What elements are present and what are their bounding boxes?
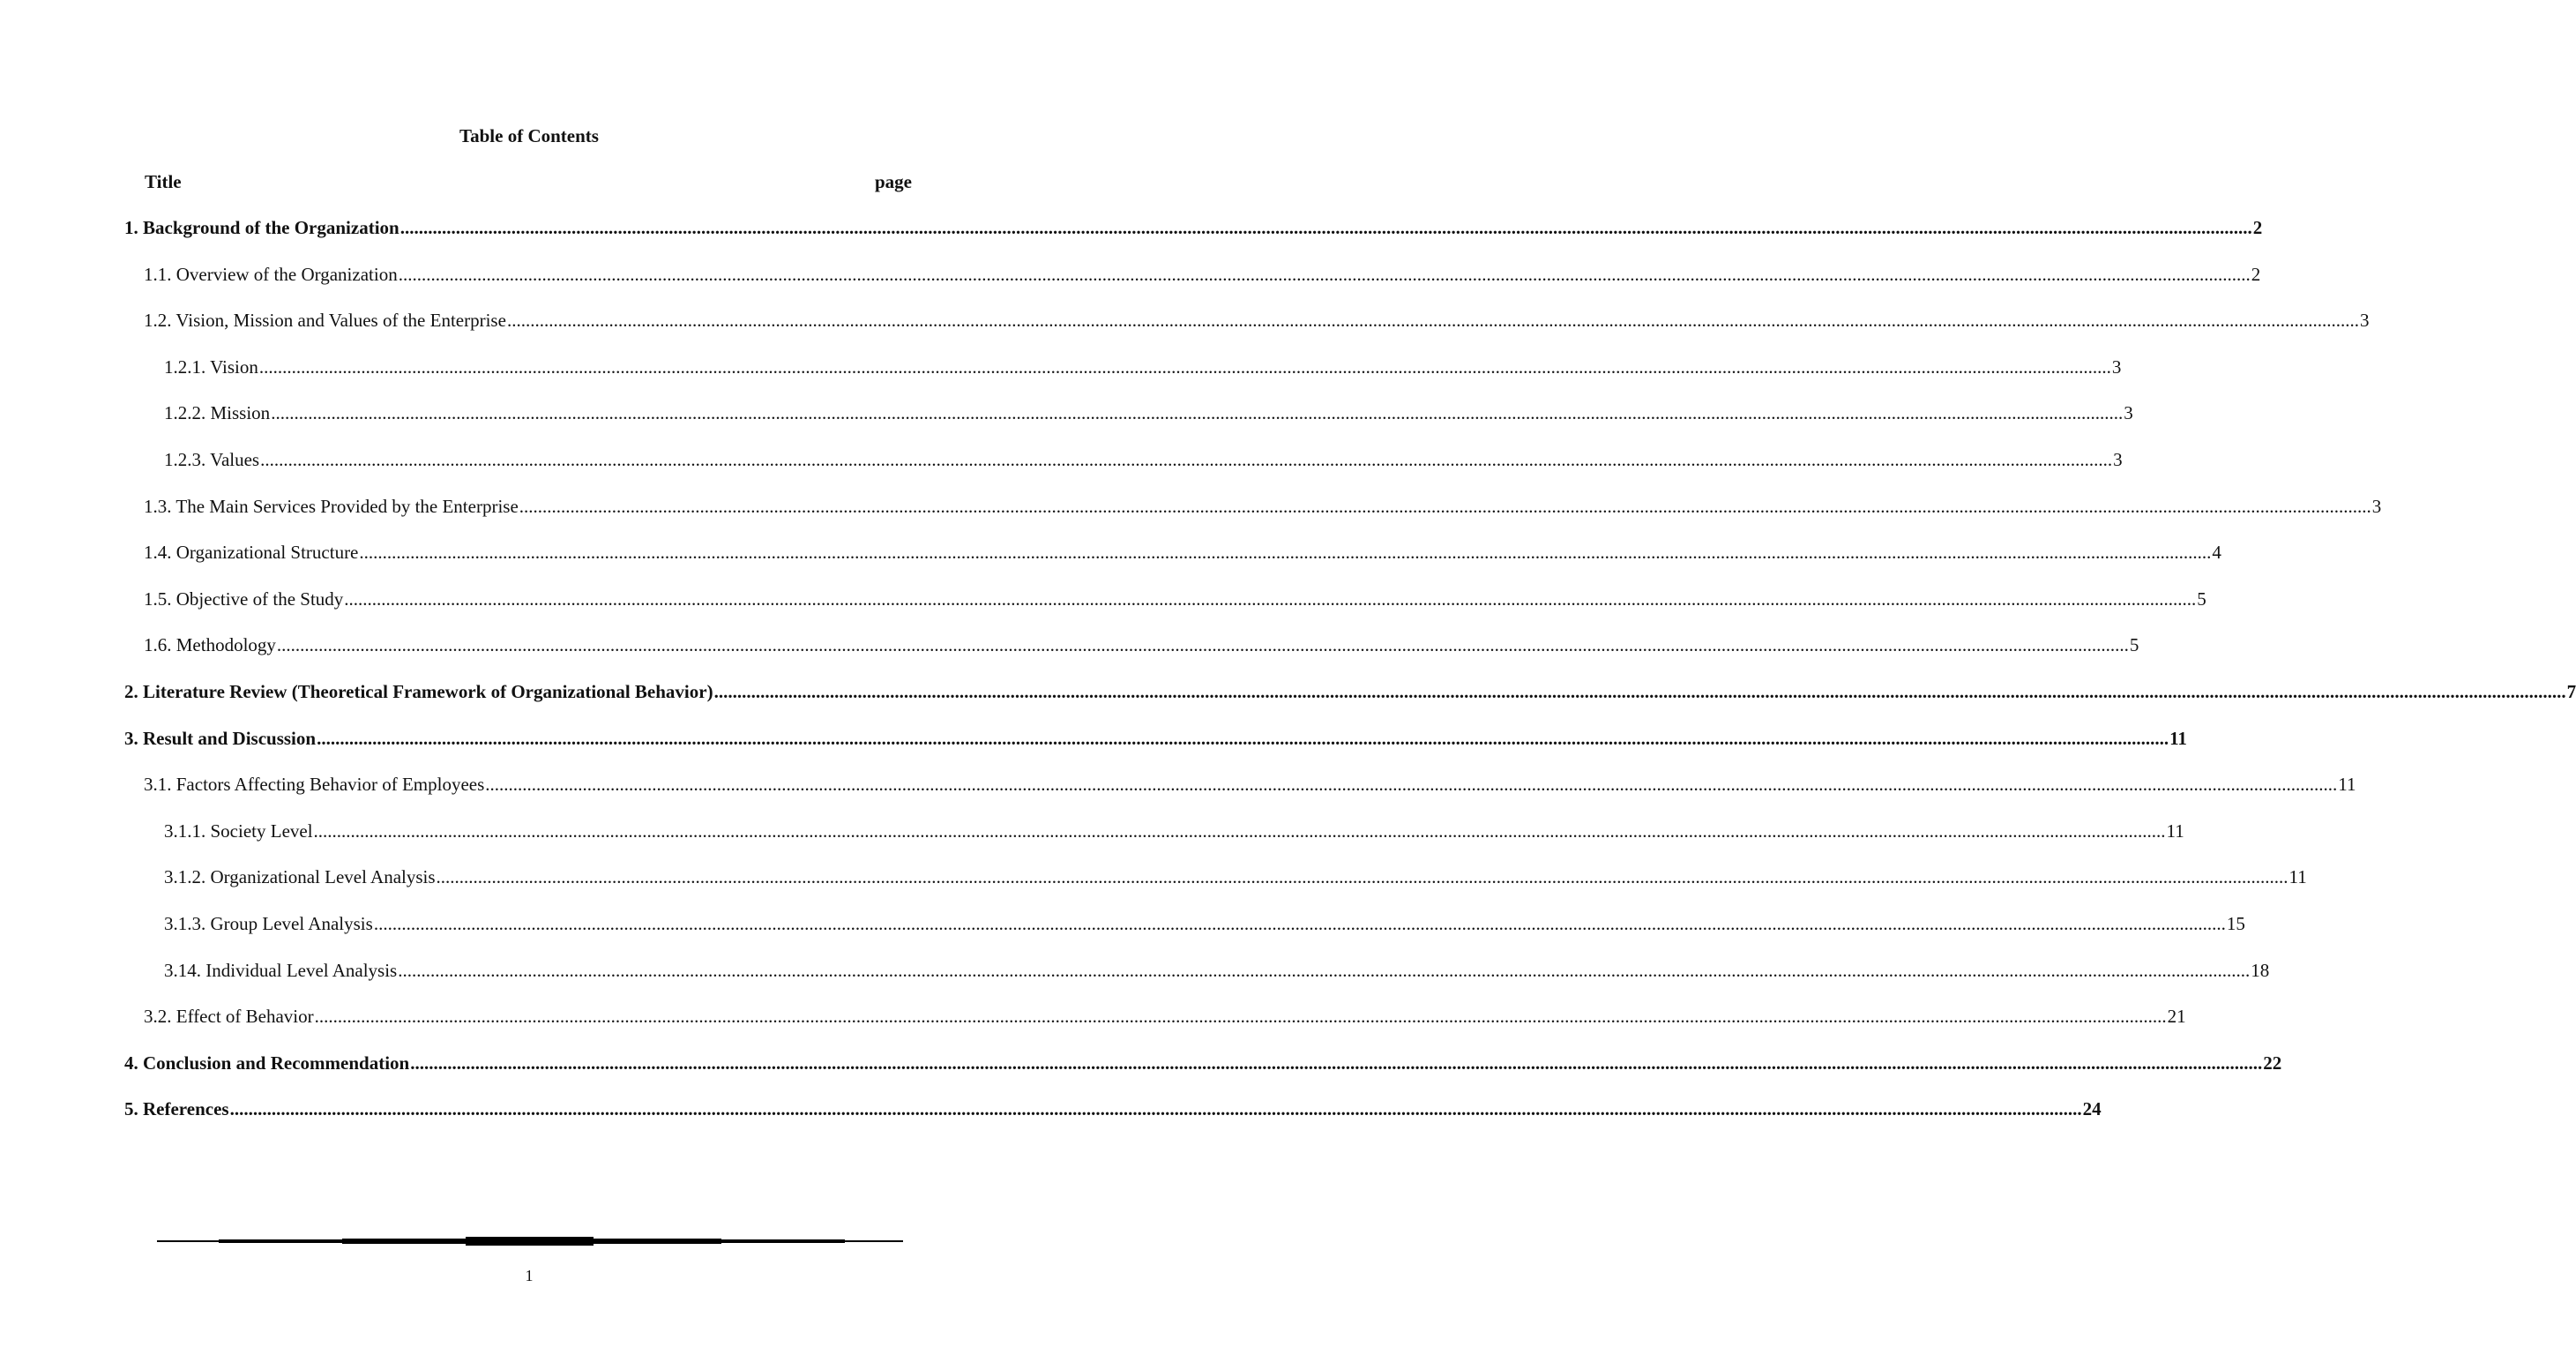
toc-entry[interactable] xyxy=(144,494,2382,519)
toc-entry-page-number: 3 xyxy=(2359,310,2370,331)
toc-entry-label: 3.2. Effect of Behavior xyxy=(144,1006,314,1027)
toc-entry-page-number: 3 xyxy=(2124,402,2133,423)
dot-leader: ................................................................................................................................................................................................................................................................................................................................................................................................................ xyxy=(519,496,2371,517)
toc-entry[interactable] xyxy=(144,262,2261,287)
dot-leader: ................................................................................................................................................................................................................................................................................................................................................................................................................ xyxy=(260,449,2113,470)
dot-leader: ................................................................................................................................................................................................................................................................................................................................................................................................................ xyxy=(713,681,2566,702)
toc-entry[interactable] xyxy=(144,772,2356,797)
toc-entry[interactable] xyxy=(164,447,2123,472)
toc-entry-label: 1.2. Vision, Mission and Values of the Enterprise xyxy=(144,310,506,331)
dot-leader: ................................................................................................................................................................................................................................................................................................................................................................................................................ xyxy=(398,264,2251,285)
dot-leader: ................................................................................................................................................................................................................................................................................................................................................................................................................ xyxy=(317,728,2169,749)
toc-entry-label: 3.1. Factors Affecting Behavior of Employees xyxy=(144,774,485,795)
page-number: 1 xyxy=(525,1267,534,1284)
toc-entry-label: 1.2.3. Values xyxy=(164,449,260,470)
toc-entry[interactable] xyxy=(144,633,2139,657)
toc-entry-page-number: 11 xyxy=(2338,774,2356,795)
toc-entry[interactable] xyxy=(164,958,2270,983)
toc-entry[interactable] xyxy=(164,865,2307,889)
footer-rule xyxy=(157,1237,903,1246)
dot-leader: ................................................................................................................................................................................................................................................................................................................................................................................................................ xyxy=(506,310,2359,331)
dot-leader: ................................................................................................................................................................................................................................................................................................................................................................................................................ xyxy=(344,588,2197,610)
dot-leader: ................................................................................................................................................................................................................................................................................................................................................................................................................ xyxy=(410,1052,2263,1074)
dot-leader: ................................................................................................................................................................................................................................................................................................................................................................................................................ xyxy=(436,866,2289,887)
dot-leader: ................................................................................................................................................................................................................................................................................................................................................................................................................ xyxy=(485,774,2338,795)
toc-entry-page-number: 3 xyxy=(2113,449,2123,470)
column-header-page: page xyxy=(875,171,912,192)
toc-entry[interactable] xyxy=(124,726,2187,751)
toc-entry-page-number: 2 xyxy=(2252,217,2263,238)
toc-entry-page-number: 11 xyxy=(2169,728,2187,749)
toc-entry-page-number: 2 xyxy=(2251,264,2261,285)
toc-entry[interactable] xyxy=(164,819,2184,843)
toc-entry-label: 3.1.1. Society Level xyxy=(164,820,313,842)
toc-entry-page-number: 5 xyxy=(2197,588,2206,610)
toc-heading: Table of Contents xyxy=(459,125,599,146)
toc-entry-label: 1.2.1. Vision xyxy=(164,356,258,378)
toc-entry[interactable] xyxy=(124,215,2263,240)
column-header-title: Title xyxy=(145,171,182,192)
toc-entry-label: 1.2.2. Mission xyxy=(164,402,271,423)
toc-entry-label: 1.4. Organizational Structure xyxy=(144,542,359,563)
toc-entry[interactable] xyxy=(164,401,2133,425)
toc-entry-label: 1.6. Methodology xyxy=(144,634,276,655)
toc-entry-page-number: 4 xyxy=(2212,542,2221,563)
dot-leader: ................................................................................................................................................................................................................................................................................................................................................................................................................ xyxy=(314,1006,2167,1027)
dot-leader: ................................................................................................................................................................................................................................................................................................................................................................................................................ xyxy=(229,1098,2082,1119)
dot-leader: ................................................................................................................................................................................................................................................................................................................................................................................................................ xyxy=(258,356,2111,378)
toc-entry-page-number: 3 xyxy=(2371,496,2382,517)
toc-entry-page-number: 24 xyxy=(2082,1098,2102,1119)
toc-entry[interactable] xyxy=(144,587,2206,611)
toc-entry[interactable] xyxy=(164,911,2245,936)
dot-leader: ................................................................................................................................................................................................................................................................................................................................................................................................................ xyxy=(271,402,2124,423)
toc-entry-page-number: 21 xyxy=(2167,1006,2186,1027)
toc-entry-page-number: 11 xyxy=(2166,820,2184,842)
toc-entry-label: 5. References xyxy=(124,1098,229,1119)
toc-entry[interactable] xyxy=(164,355,2122,379)
toc-entry-label: 4. Conclusion and Recommendation xyxy=(124,1052,410,1074)
toc-entry-label: 1.5. Objective of the Study xyxy=(144,588,344,610)
dot-leader: ................................................................................................................................................................................................................................................................................................................................................................................................................ xyxy=(313,820,2166,842)
toc-entry[interactable] xyxy=(124,1051,2282,1075)
toc-entry-page-number: 15 xyxy=(2226,913,2245,934)
toc-entry-label: 3.1.3. Group Level Analysis xyxy=(164,913,373,934)
dot-leader: ................................................................................................................................................................................................................................................................................................................................................................................................................ xyxy=(398,960,2251,981)
toc-entry-label: 3.1.2. Organizational Level Analysis xyxy=(164,866,436,887)
dot-leader: ................................................................................................................................................................................................................................................................................................................................................................................................................ xyxy=(399,217,2252,238)
toc-entry[interactable] xyxy=(124,679,2576,704)
toc-entry-label: 1. Background of the Organization xyxy=(124,217,399,238)
toc-entry-label: 3. Result and Discussion xyxy=(124,728,317,749)
toc-entry-label: 2. Literature Review (Theoretical Framework of Organizational Behavior) xyxy=(124,681,713,702)
toc-entry-label: 1.3. The Main Services Provided by the Enterprise xyxy=(144,496,519,517)
toc-entry-page-number: 7 xyxy=(2566,681,2576,702)
toc-entry[interactable] xyxy=(124,1097,2102,1121)
toc-entry-page-number: 22 xyxy=(2263,1052,2282,1074)
toc-entry-page-number: 5 xyxy=(2129,634,2139,655)
toc-entry-page-number: 3 xyxy=(2111,356,2122,378)
toc-entry-label: 3.14. Individual Level Analysis xyxy=(164,960,398,981)
toc-entry-page-number: 18 xyxy=(2251,960,2270,981)
toc-entry[interactable] xyxy=(144,1004,2186,1029)
dot-leader: ................................................................................................................................................................................................................................................................................................................................................................................................................ xyxy=(276,634,2129,655)
toc-entry[interactable] xyxy=(144,308,2370,333)
toc-entry-page-number: 11 xyxy=(2289,866,2307,887)
toc-entry-label: 1.1. Overview of the Organization xyxy=(144,264,398,285)
toc-entry[interactable] xyxy=(144,540,2221,565)
dot-leader: ................................................................................................................................................................................................................................................................................................................................................................................................................ xyxy=(373,913,2226,934)
dot-leader: ................................................................................................................................................................................................................................................................................................................................................................................................................ xyxy=(359,542,2212,563)
